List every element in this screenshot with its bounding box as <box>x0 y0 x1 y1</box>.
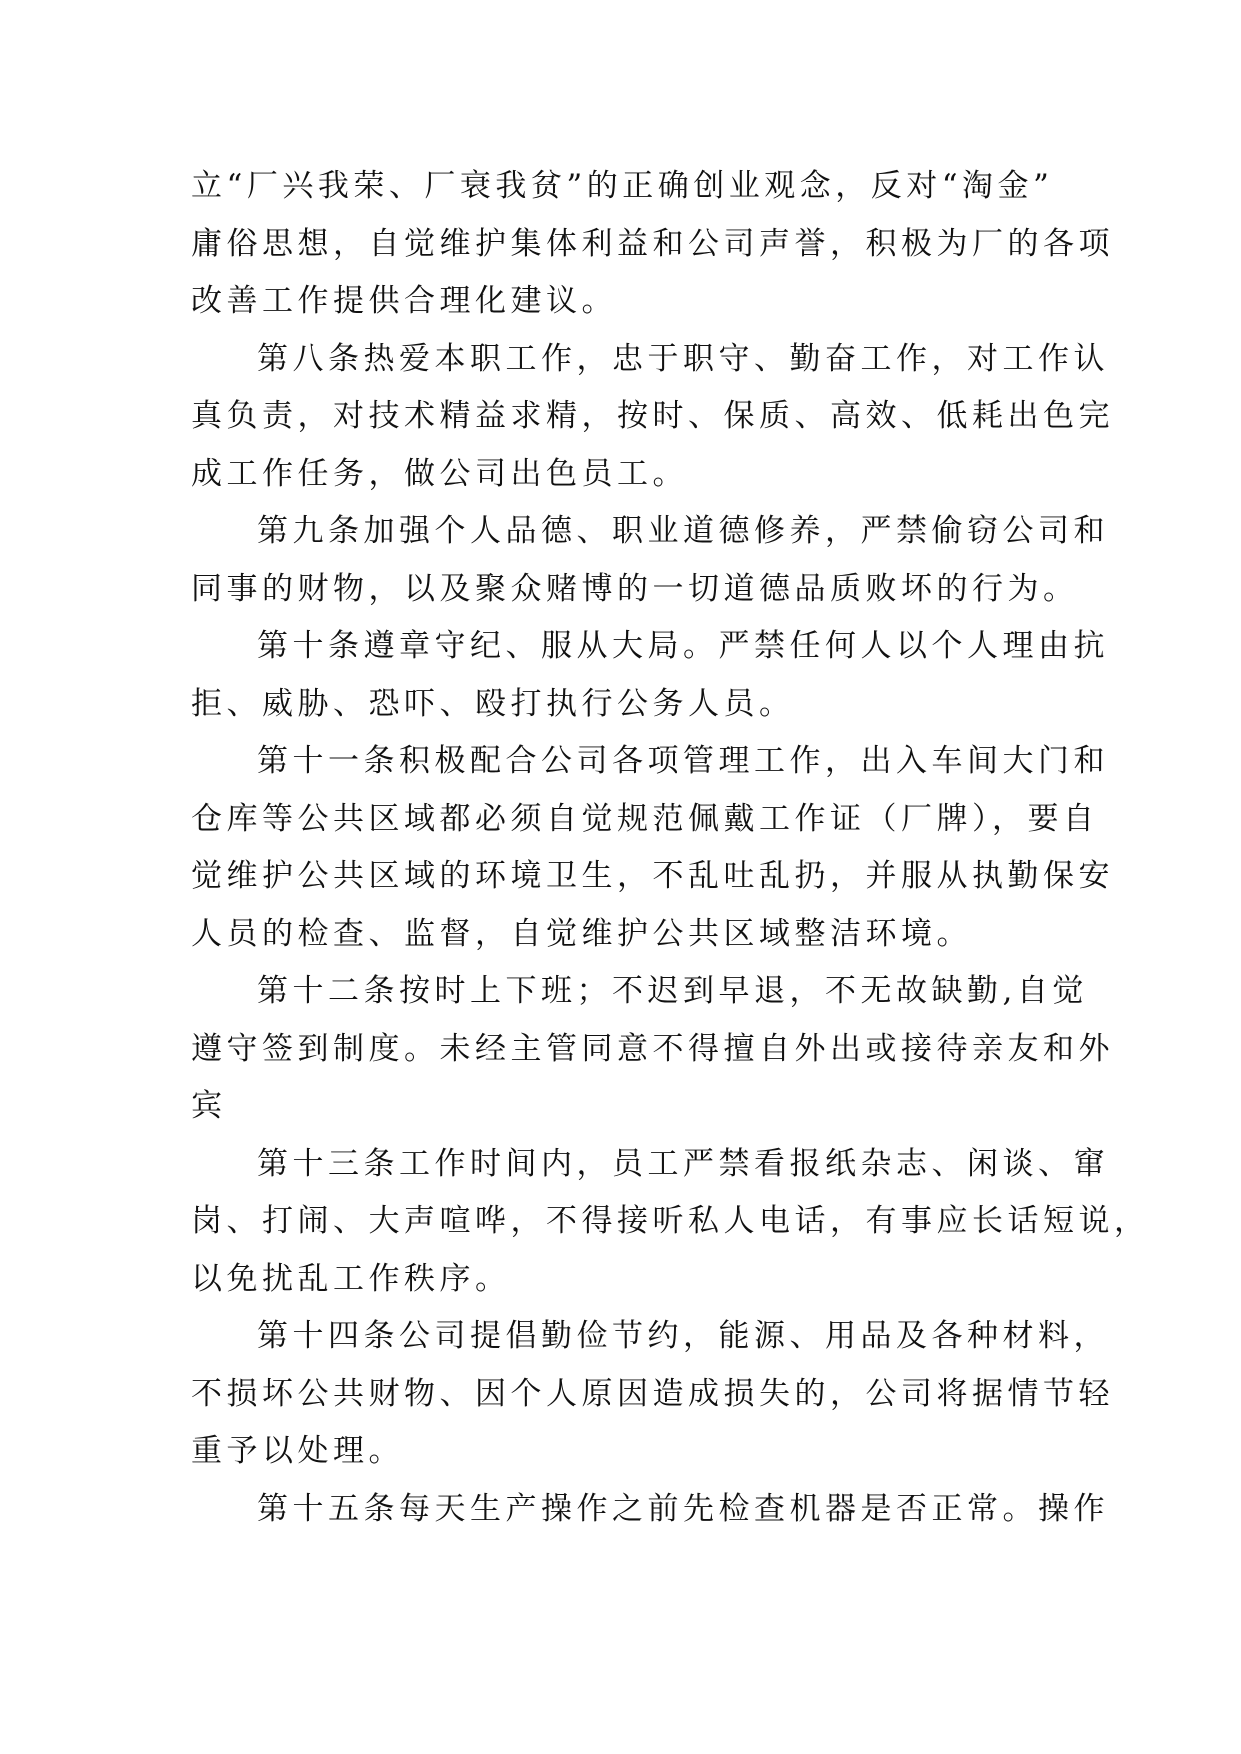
text-line: 遵守签到制度。未经主管同意不得擅自外出或接待亲友和外 <box>191 1030 1114 1067</box>
article-15-paragraph <box>191 1481 1109 1539</box>
text-line: 不损坏公共财物、因个人原因造成损失的，公司将据情节轻 <box>191 1375 1114 1412</box>
text-line: 拒、威胁、恐吓、殴打执行公务人员。 <box>191 685 795 722</box>
article-10-paragraph <box>191 618 1109 733</box>
text-line: 第九条加强个人品德、职业道德修养，严禁偷窃公司和 <box>257 513 1109 549</box>
text-line: 第八条热爱本职工作，忠于职守、勤奋工作，对工作认 <box>257 340 1109 377</box>
article-8-paragraph <box>191 331 1114 504</box>
text-line: 觉维护公共区域的环境卫生，不乱吐乱扔，并服从执勤保安 <box>191 858 1114 894</box>
paragraph-continuation <box>191 158 1114 331</box>
text-line: 第十条遵章守纪、服从大局。严禁任何人以个人理由抗 <box>257 628 1109 664</box>
article-14-paragraph <box>191 1308 1114 1481</box>
document-body <box>191 158 1150 1538</box>
text-line: 第十二条按时上下班；不迟到早退，不无故缺勤,自觉 <box>257 973 1088 1009</box>
text-line: 第十四条公司提倡勤俭节约，能源、用品及各种材料， <box>257 1318 1109 1354</box>
text-line: 第十五条每天生产操作之前先检查机器是否正常。操作 <box>257 1490 1109 1527</box>
text-line: 第十一条积极配合公司各项管理工作，出入车间大门和 <box>257 743 1109 779</box>
text-line: 人员的检查、监督，自觉维护公共区域整洁环境。 <box>191 915 972 952</box>
text-line: 重予以处理。 <box>191 1433 404 1469</box>
text-line: 第十三条工作时间内，员工严禁看报纸杂志、闲谈、窜 <box>257 1145 1109 1182</box>
article-11-paragraph <box>191 733 1114 963</box>
text-line: 同事的财物，以及聚众赌博的一切道德品质败坏的行为。 <box>191 570 1079 607</box>
text-line: 宾 <box>191 1088 227 1124</box>
text-line: 仓库等公共区域都必须自觉规范佩戴工作证（厂牌），要自 <box>191 800 1099 837</box>
text-line: 以免扰乱工作秩序。 <box>191 1260 511 1297</box>
text-line: 真负责，对技术精益求精，按时、保质、高效、低耗出色完 <box>191 398 1114 434</box>
text-line: 庸俗思想，自觉维护集体利益和公司声誉，积极为厂的各项 <box>191 225 1114 262</box>
text-line: 成工作任务，做公司出色员工。 <box>191 455 688 492</box>
article-9-paragraph <box>191 503 1109 618</box>
article-13-paragraph <box>191 1136 1150 1309</box>
text-line: 改善工作提供合理化建议。 <box>191 283 617 319</box>
article-12-paragraph <box>191 963 1114 1136</box>
text-line: 立“厂兴我荣、厂衰我贫”的正确创业观念，反对“淘金” <box>191 168 1054 204</box>
text-line: 岗、打闹、大声喧哗，不得接听私人电话，有事应长话短说， <box>191 1203 1150 1239</box>
